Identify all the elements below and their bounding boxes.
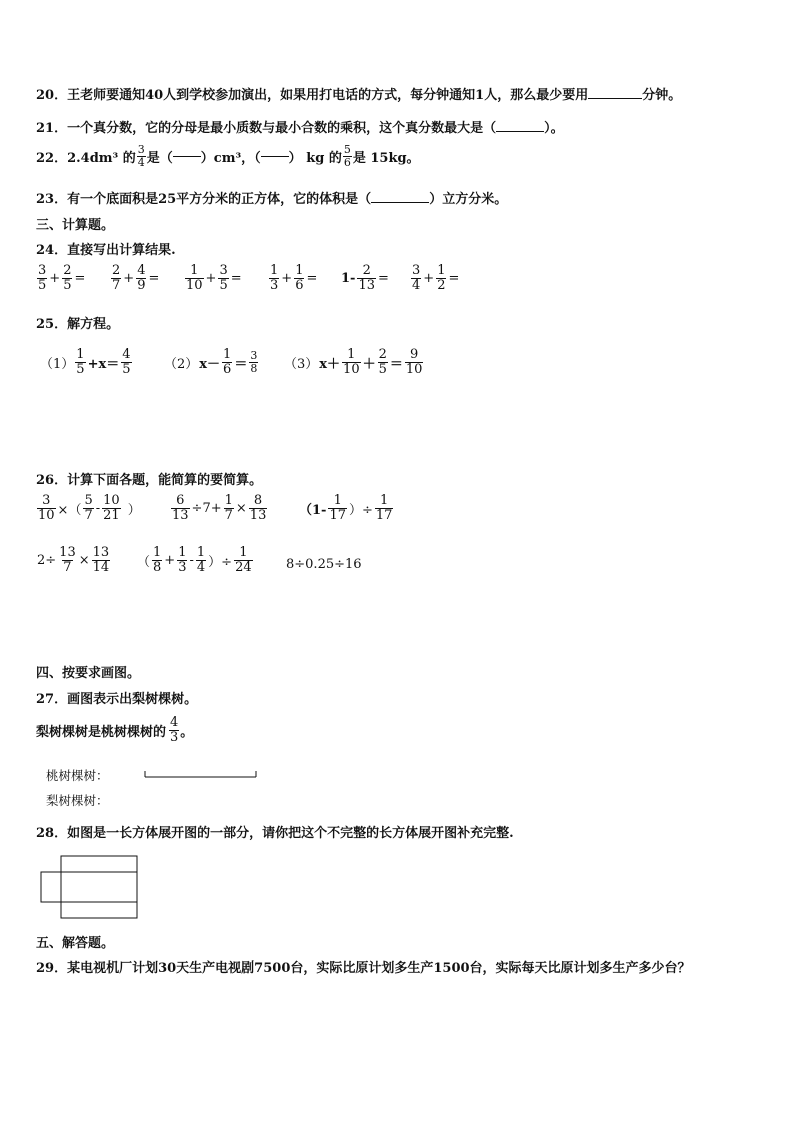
fraction: $\frac{2}{5}$ — [378, 347, 387, 377]
fraction: $\frac{2}{13}$ — [358, 263, 375, 293]
question-24-title: 24．直接写出计算结果. — [36, 243, 176, 258]
fraction-three-quarters: $\frac{3}{4}$ — [137, 143, 145, 169]
peach-tree-label: 桃树棵树： — [46, 768, 109, 783]
fraction: $\frac{10}{21}$ — [103, 493, 120, 523]
fraction: $\frac{4}{9}$ — [137, 263, 146, 293]
fraction: $\frac{1}{17}$ — [329, 493, 346, 523]
question-27-description: 梨树棵树是桃树棵树的 $\frac{4}{3}$ 。 — [36, 715, 194, 745]
q22-text-d: ） kg 的 — [288, 150, 342, 166]
question-22 — [36, 144, 420, 168]
fraction: $\frac{1}{6}$ — [223, 347, 232, 377]
q26-expr-3: （1- $\frac{1}{17}$ ）÷ $\frac{1}{17}$ — [299, 493, 393, 523]
question-23 — [36, 188, 507, 207]
fraction: $\frac{3}{5}$ — [219, 263, 228, 293]
q26-expr-4: 2÷ $\frac{13}{7}$ × $\frac{13}{14}$ — [37, 545, 110, 575]
fraction: $\frac{6}{13}$ — [172, 493, 189, 523]
q24-expr-5: 1- $\frac{2}{13}$ = — [341, 263, 389, 293]
question-29: 29．某电视机厂计划30天生产电视剧7500台，实际比原计划多生产1500台，实际每天比原计划多生产多少台？ — [36, 961, 691, 976]
question-text: 王老师要通知40人到学校参加演出，如果用打电话的方式，每分钟通知1人，那么最少要用 — [67, 88, 589, 103]
fraction-four-thirds: $\frac{4}{3}$ — [170, 715, 179, 745]
section-3-heading: 三、计算题。 — [36, 218, 115, 233]
question-21 — [36, 117, 564, 136]
fraction: $\frac{1}{7}$ — [224, 493, 233, 523]
fraction: $\frac{13}{7}$ — [59, 545, 76, 575]
answer-blank-2[interactable] — [261, 156, 289, 157]
q26-expr-2: $\frac{6}{13}$ ÷7+ $\frac{1}{7}$ × $\frac{8}{13}$ — [172, 493, 267, 523]
peach-tree-segment — [140, 768, 262, 780]
q24-expr-1: $\frac{3}{5}$ + $\frac{2}{5}$ = — [38, 263, 86, 293]
section-4-heading: 四、按要求画图。 — [36, 666, 141, 681]
q26-expr-1: $\frac{3}{10}$ ×（ $\frac{5}{7}$ - $\frac{10}{21}$ ） — [38, 493, 141, 523]
question-25-title: 25．解方程。 — [36, 317, 120, 332]
answer-blank[interactable] — [496, 131, 544, 132]
fraction: $\frac{1}{5}$ — [76, 347, 85, 377]
fraction: $\frac{3}{10}$ — [38, 493, 55, 523]
q26-expr-5: （ $\frac{1}{8}$ + $\frac{1}{3}$ - $\frac{1}{4}$ ）÷ $\frac{1}{24}$ — [137, 545, 252, 575]
question-26-title: 26．计算下面各题，能简算的要简算。 — [36, 473, 263, 488]
answer-blank[interactable] — [588, 98, 642, 99]
question-text: 一个真分数，它的分母是最小质数与最小合数的乘积，这个真分数最大是（ — [67, 121, 497, 136]
q24-expr-2: $\frac{2}{7}$ + $\frac{4}{9}$ = — [112, 263, 160, 293]
question-text: 有一个底面积是25平方分米的正方体，它的体积是（ — [67, 192, 372, 207]
fraction: $\frac{3}{5}$ — [38, 263, 47, 293]
fraction: $\frac{8}{13}$ — [249, 493, 267, 523]
q22-text-a: 2.4dm³ 的 — [67, 150, 136, 166]
cuboid-net-diagram — [38, 852, 142, 922]
fraction: $\frac{1}{4}$ — [196, 545, 206, 575]
question-20 — [36, 84, 681, 103]
fraction: $\frac{1}{6}$ — [295, 263, 304, 293]
answer-blank-1[interactable] — [173, 156, 201, 157]
q25-equation-1: （1） $\frac{1}{5}$ +x＝ $\frac{4}{5}$ — [40, 347, 131, 377]
fraction: $\frac{1}{3}$ — [270, 263, 279, 293]
q22-text-c: ）cm³，（ — [200, 150, 261, 166]
fraction: $\frac{1}{10}$ — [186, 263, 203, 293]
q24-expr-4: $\frac{1}{3}$ + $\frac{1}{6}$ = — [270, 263, 318, 293]
question-28-title: 28．如图是一长方体展开图的一部分，请你把这个不完整的长方体展开图补充完整. — [36, 826, 514, 841]
q22-text-b: 是（ — [146, 150, 173, 166]
question-number: 23． — [36, 192, 68, 207]
question-number: 21． — [36, 121, 68, 136]
question-number: 22． — [36, 150, 68, 166]
fraction: $\frac{1}{17}$ — [375, 493, 393, 523]
q24-expr-3: $\frac{1}{10}$ + $\frac{3}{5}$ = — [186, 263, 242, 293]
question-number: 20． — [36, 88, 68, 103]
fraction: $\frac{1}{3}$ — [178, 545, 187, 575]
fraction: $\frac{5}{7}$ — [84, 493, 93, 523]
question-text-end: ）立方分米。 — [429, 192, 508, 207]
q25-equation-2: （2） x－ $\frac{1}{6}$ ＝ $\frac{3}{8}$ — [164, 347, 258, 377]
fraction: $\frac{13}{14}$ — [92, 545, 110, 575]
q25-equation-3: （3） x＋ $\frac{1}{10}$ ＋ $\frac{2}{5}$ ＝ $\frac{9}{10}$ — [284, 347, 423, 377]
fraction: $\frac{4}{5}$ — [122, 347, 131, 377]
fraction: $\frac{2}{7}$ — [112, 263, 121, 293]
question-27-title: 27．画图表示出梨树棵树。 — [36, 692, 198, 707]
fraction: $\frac{1}{24}$ — [235, 545, 252, 575]
fraction: $\frac{1}{8}$ — [153, 545, 162, 575]
fraction: $\frac{1}{2}$ — [437, 263, 446, 293]
fraction: $\frac{3}{4}$ — [412, 263, 421, 293]
answer-blank[interactable] — [371, 202, 429, 203]
q24-expr-6: $\frac{3}{4}$ + $\frac{1}{2}$ = — [412, 263, 460, 293]
section-5-heading: 五、解答题。 — [36, 936, 115, 951]
fraction: $\frac{2}{5}$ — [63, 263, 72, 293]
fraction: $\frac{9}{10}$ — [405, 347, 423, 377]
q26-expr-6: 8÷0.25÷16 — [286, 557, 362, 572]
fraction: $\frac{1}{10}$ — [343, 347, 360, 377]
fraction: $\frac{3}{8}$ — [250, 349, 258, 375]
q22-text-e: 是 15kg。 — [352, 150, 420, 166]
question-text-end: 分钟。 — [642, 88, 682, 103]
pear-tree-label: 梨树棵树： — [46, 793, 109, 808]
question-text-end: ）。 — [544, 121, 564, 136]
fraction-five-sixths: $\frac{5}{6}$ — [343, 143, 351, 169]
